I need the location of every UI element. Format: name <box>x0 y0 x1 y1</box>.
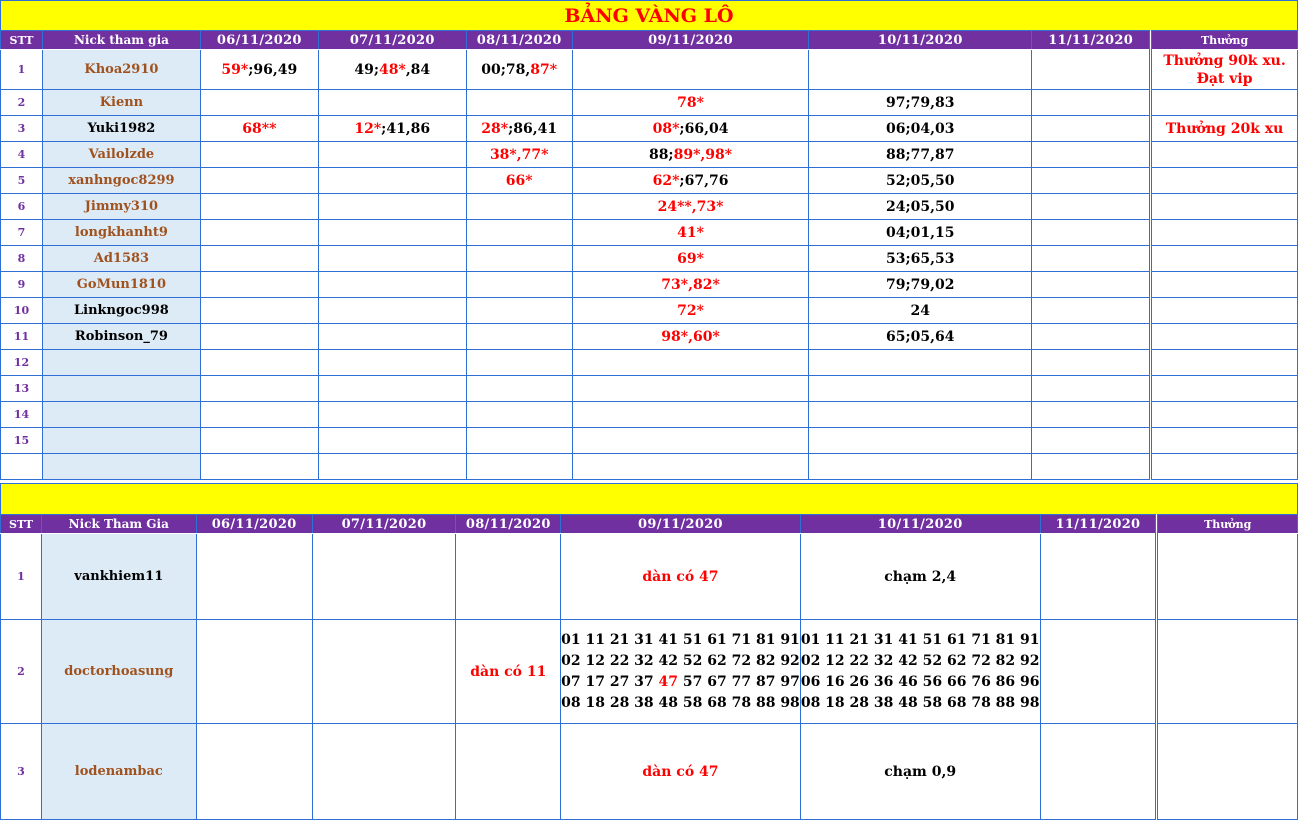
date-cell <box>572 90 809 116</box>
hit-number: 87* <box>530 61 558 78</box>
date-cell <box>200 90 318 116</box>
header-date-5: 10/11/2020 <box>809 31 1032 50</box>
header-date-3: 08/11/2020 <box>456 515 561 534</box>
date-cell <box>1032 90 1151 116</box>
header-date-1: 06/11/2020 <box>200 31 318 50</box>
reward-cell <box>1151 90 1298 116</box>
date-cell <box>572 324 809 350</box>
row-number: 2 <box>1 620 42 724</box>
player-nick <box>42 376 200 402</box>
player-nick: GoMun1810 <box>42 272 200 298</box>
row-number: 4 <box>1 142 43 168</box>
reward-cell <box>1151 402 1298 428</box>
player-nick: Jimmy310 <box>42 194 200 220</box>
date-cell <box>1032 220 1151 246</box>
number-text: 79;79,02 <box>886 276 955 293</box>
date-cell <box>572 50 809 90</box>
number-text: 08 18 28 38 48 58 68 78 88 98 <box>800 694 1040 711</box>
date-cell <box>809 428 1032 454</box>
table-row <box>1 428 1298 454</box>
hit-number: 68** <box>242 120 277 137</box>
hit-number: 89*,98* <box>673 146 733 163</box>
table-row <box>1 220 1298 246</box>
header-date-3: 08/11/2020 <box>466 31 572 50</box>
reward-cell <box>1157 534 1298 620</box>
reward-cell <box>1151 428 1298 454</box>
number-text: 88; <box>648 146 674 163</box>
date-cell <box>1032 194 1151 220</box>
number-text: ;66,04 <box>679 120 729 137</box>
row-number: 15 <box>1 428 43 454</box>
hit-number: 73*,82* <box>661 276 720 293</box>
date-cell <box>1032 116 1151 142</box>
date-cell <box>466 168 572 194</box>
date-cell <box>1040 620 1157 724</box>
header-stt: STT <box>1 515 42 534</box>
date-cell <box>572 220 809 246</box>
number-text: 97;79,83 <box>886 94 955 111</box>
number-text: chạm 2,4 <box>884 568 957 585</box>
reward-cell <box>1151 298 1298 324</box>
date-cell <box>466 402 572 428</box>
date-cell <box>572 298 809 324</box>
hit-number: 72* <box>677 302 704 319</box>
date-cell <box>809 90 1032 116</box>
row-number: 7 <box>1 220 43 246</box>
date-cell <box>466 350 572 376</box>
number-grid-line <box>801 672 1040 693</box>
date-cell <box>318 454 466 480</box>
table-row <box>1 90 1298 116</box>
date-cell <box>466 454 572 480</box>
date-cell <box>318 402 466 428</box>
date-cell <box>466 246 572 272</box>
date-cell <box>1032 454 1151 480</box>
reward-cell <box>1157 620 1298 724</box>
date-cell <box>809 324 1032 350</box>
number-text: chạm 0,9 <box>884 763 957 780</box>
date-cell <box>466 376 572 402</box>
date-cell <box>466 220 572 246</box>
number-text: ;41,86 <box>381 120 431 137</box>
date-cell <box>196 534 312 620</box>
player-nick: Robinson_79 <box>42 324 200 350</box>
table-row <box>1 50 1298 90</box>
player-nick: Linkngoc998 <box>42 298 200 324</box>
date-cell <box>809 272 1032 298</box>
row-number: 6 <box>1 194 43 220</box>
row-number: 9 <box>1 272 43 298</box>
player-nick <box>42 350 200 376</box>
date-cell <box>200 220 318 246</box>
number-grid-line <box>561 651 800 672</box>
date-cell <box>312 620 456 724</box>
number-text: 24 <box>910 302 931 319</box>
date-cell <box>1032 168 1151 194</box>
date-cell <box>572 402 809 428</box>
date-cell <box>466 142 572 168</box>
dan-table <box>0 483 1298 820</box>
date-cell <box>456 620 561 724</box>
number-text: 49; <box>354 61 379 78</box>
hit-number: 69* <box>677 250 704 267</box>
date-cell <box>561 534 801 620</box>
date-cell <box>809 116 1032 142</box>
date-cell <box>466 50 572 90</box>
date-cell <box>466 272 572 298</box>
row-number: 5 <box>1 168 43 194</box>
date-cell <box>466 428 572 454</box>
hit-number: 28* <box>481 120 509 137</box>
number-text: 00;78, <box>481 61 531 78</box>
table-row <box>1 142 1298 168</box>
table-row <box>1 168 1298 194</box>
table-row <box>1 246 1298 272</box>
date-cell <box>809 168 1032 194</box>
table-row <box>1 620 1298 724</box>
date-cell <box>809 298 1032 324</box>
number-text: 88;77,87 <box>886 146 955 163</box>
date-cell <box>456 534 561 620</box>
header-date-4: 09/11/2020 <box>572 31 809 50</box>
date-cell <box>312 534 456 620</box>
date-cell <box>1032 428 1151 454</box>
table-title: BẢNG VÀNG LÔ <box>1 1 1298 31</box>
date-cell <box>1032 50 1151 90</box>
player-nick: Vailolzde <box>42 142 200 168</box>
table-row <box>1 724 1298 820</box>
date-cell <box>561 620 801 724</box>
date-cell <box>809 454 1032 480</box>
header-date-1: 06/11/2020 <box>196 515 312 534</box>
number-grid-line <box>801 630 1040 651</box>
player-nick: doctorhoasung <box>41 620 196 724</box>
row-number: 12 <box>1 350 43 376</box>
player-nick: Ad1583 <box>42 246 200 272</box>
hit-number: 78* <box>677 94 704 111</box>
date-cell <box>572 116 809 142</box>
date-cell <box>318 324 466 350</box>
date-cell <box>200 194 318 220</box>
date-cell <box>572 376 809 402</box>
table-row <box>1 298 1298 324</box>
header-nick: Nick Tham Gia <box>41 515 196 534</box>
date-cell <box>1032 376 1151 402</box>
date-cell <box>466 194 572 220</box>
row-number: 2 <box>1 90 43 116</box>
date-cell <box>1032 402 1151 428</box>
reward-cell <box>1151 246 1298 272</box>
date-cell <box>572 454 809 480</box>
date-cell <box>318 116 466 142</box>
date-cell <box>318 168 466 194</box>
number-text: 06;04,03 <box>886 120 955 137</box>
date-cell <box>200 324 318 350</box>
player-nick: Yuki1982 <box>42 116 200 142</box>
hit-number: dàn có 47 <box>642 568 719 585</box>
date-cell <box>200 246 318 272</box>
date-cell <box>318 194 466 220</box>
reward-cell <box>1157 724 1298 820</box>
number-text: 02 12 22 32 42 52 62 72 82 92 <box>561 652 800 669</box>
number-text: 08 18 28 38 48 58 68 78 88 98 <box>561 694 800 711</box>
number-grid-line <box>561 672 800 693</box>
table-row <box>1 272 1298 298</box>
hit-number: 08* <box>652 120 680 137</box>
number-text: 06 16 26 36 46 56 66 76 86 96 <box>800 673 1040 690</box>
number-grid <box>801 630 1040 714</box>
date-cell <box>200 402 318 428</box>
reward-cell <box>1151 220 1298 246</box>
date-cell <box>572 350 809 376</box>
number-text: ;96,49 <box>248 61 298 78</box>
date-cell <box>312 724 456 820</box>
number-text: 04;01,15 <box>886 224 955 241</box>
row-number <box>1 454 43 480</box>
player-nick: vankhiem11 <box>41 534 196 620</box>
date-cell <box>200 142 318 168</box>
header-date-2: 07/11/2020 <box>318 31 466 50</box>
date-cell <box>200 272 318 298</box>
header-date-5: 10/11/2020 <box>800 515 1040 534</box>
player-nick: Khoa2910 <box>42 50 200 90</box>
date-cell <box>318 246 466 272</box>
reward-cell <box>1151 142 1298 168</box>
date-cell <box>318 350 466 376</box>
date-cell <box>1040 534 1157 620</box>
date-cell <box>200 116 318 142</box>
row-number: 13 <box>1 376 43 402</box>
header-nick: Nick tham gia <box>42 31 200 50</box>
date-cell <box>809 246 1032 272</box>
date-cell <box>318 428 466 454</box>
number-text: 57 67 77 87 97 <box>678 673 800 690</box>
date-cell <box>318 142 466 168</box>
player-nick: longkhanht9 <box>42 220 200 246</box>
hit-number: 66* <box>505 172 533 189</box>
hit-number: 59* <box>221 61 249 78</box>
date-cell <box>1032 246 1151 272</box>
header-date-4: 09/11/2020 <box>561 515 801 534</box>
hit-number: dàn có 47 <box>642 763 719 780</box>
hit-number: 24**,73* <box>657 198 724 215</box>
row-number: 8 <box>1 246 43 272</box>
header-stt: STT <box>1 31 43 50</box>
number-text: ,84 <box>405 61 431 78</box>
player-nick <box>42 454 200 480</box>
number-grid-line <box>801 651 1040 672</box>
header-date-6: 11/11/2020 <box>1032 31 1151 50</box>
date-cell <box>318 90 466 116</box>
row-number: 14 <box>1 402 43 428</box>
date-cell <box>800 534 1040 620</box>
date-cell <box>200 50 318 90</box>
reward-cell <box>1151 350 1298 376</box>
row-number: 10 <box>1 298 43 324</box>
date-cell <box>1032 272 1151 298</box>
reward-cell <box>1151 272 1298 298</box>
header-reward: Thưởng <box>1151 31 1298 50</box>
table-row <box>1 350 1298 376</box>
number-text: 24;05,50 <box>886 198 955 215</box>
number-text: ;86,41 <box>508 120 558 137</box>
player-nick: Kienn <box>42 90 200 116</box>
hit-number: 41* <box>677 224 704 241</box>
hit-number: 62* <box>652 172 680 189</box>
hit-number: 12* <box>354 120 382 137</box>
date-cell <box>561 724 801 820</box>
date-cell <box>809 376 1032 402</box>
date-cell <box>200 298 318 324</box>
date-cell <box>800 724 1040 820</box>
number-grid <box>561 630 800 714</box>
date-cell <box>200 168 318 194</box>
date-cell <box>318 272 466 298</box>
date-cell <box>1032 298 1151 324</box>
reward-cell <box>1151 376 1298 402</box>
hit-number: 48* <box>379 61 406 78</box>
date-cell <box>196 620 312 724</box>
date-cell <box>809 50 1032 90</box>
date-cell <box>1040 724 1157 820</box>
number-grid-line <box>801 693 1040 714</box>
date-cell <box>200 428 318 454</box>
player-nick <box>42 402 200 428</box>
date-cell <box>572 142 809 168</box>
date-cell <box>809 194 1032 220</box>
player-nick <box>42 428 200 454</box>
number-grid-line <box>561 630 800 651</box>
date-cell <box>200 350 318 376</box>
date-cell <box>572 428 809 454</box>
date-cell <box>318 50 466 90</box>
date-cell <box>800 620 1040 724</box>
date-cell <box>572 272 809 298</box>
hit-number: 47 <box>658 673 679 690</box>
row-number: 3 <box>1 116 43 142</box>
reward-cell <box>1151 324 1298 350</box>
date-cell <box>466 116 572 142</box>
number-text: 52;05,50 <box>886 172 955 189</box>
number-grid-line <box>561 693 800 714</box>
hit-number: 98*,60* <box>661 328 720 345</box>
table-row <box>1 454 1298 480</box>
row-number: 3 <box>1 724 42 820</box>
section-separator <box>1 484 1298 515</box>
reward-cell <box>1151 168 1298 194</box>
date-cell <box>572 246 809 272</box>
date-cell <box>1032 324 1151 350</box>
date-cell <box>1032 142 1151 168</box>
number-text: 53;65,53 <box>886 250 955 267</box>
player-nick: lodenambac <box>41 724 196 820</box>
player-nick: xanhngoc8299 <box>42 168 200 194</box>
date-cell <box>318 376 466 402</box>
table-row <box>1 534 1298 620</box>
date-cell <box>318 220 466 246</box>
date-cell <box>572 168 809 194</box>
number-text: 02 12 22 32 42 52 62 72 82 92 <box>800 652 1040 669</box>
hit-number: 38*,77* <box>489 146 549 163</box>
header-date-6: 11/11/2020 <box>1040 515 1157 534</box>
date-cell <box>1032 350 1151 376</box>
header-reward: Thưởng <box>1157 515 1298 534</box>
date-cell <box>572 194 809 220</box>
reward-cell: Thưởng 90k xu. Đạt vip <box>1151 50 1298 90</box>
number-text: 01 11 21 31 41 51 61 71 81 91 <box>561 631 800 648</box>
date-cell <box>809 402 1032 428</box>
header-date-2: 07/11/2020 <box>312 515 456 534</box>
number-text: 01 11 21 31 41 51 61 71 81 91 <box>800 631 1040 648</box>
date-cell <box>200 454 318 480</box>
number-text: 07 17 27 37 <box>561 673 659 690</box>
date-cell <box>466 90 572 116</box>
date-cell <box>466 298 572 324</box>
table-row <box>1 402 1298 428</box>
reward-cell: Thưởng 20k xu <box>1151 116 1298 142</box>
table-row <box>1 324 1298 350</box>
row-number: 1 <box>1 534 42 620</box>
reward-cell <box>1151 194 1298 220</box>
date-cell <box>809 142 1032 168</box>
date-cell <box>809 220 1032 246</box>
reward-cell <box>1151 454 1298 480</box>
table-row <box>1 194 1298 220</box>
row-number: 1 <box>1 50 43 90</box>
number-text: 65;05,64 <box>886 328 955 345</box>
table-row <box>1 376 1298 402</box>
date-cell <box>196 724 312 820</box>
number-text: ;67,76 <box>679 172 729 189</box>
date-cell <box>456 724 561 820</box>
date-cell <box>200 376 318 402</box>
date-cell <box>466 324 572 350</box>
date-cell <box>809 350 1032 376</box>
table-row <box>1 116 1298 142</box>
date-cell <box>318 298 466 324</box>
row-number: 11 <box>1 324 43 350</box>
hit-number: dàn có 11 <box>470 663 547 680</box>
